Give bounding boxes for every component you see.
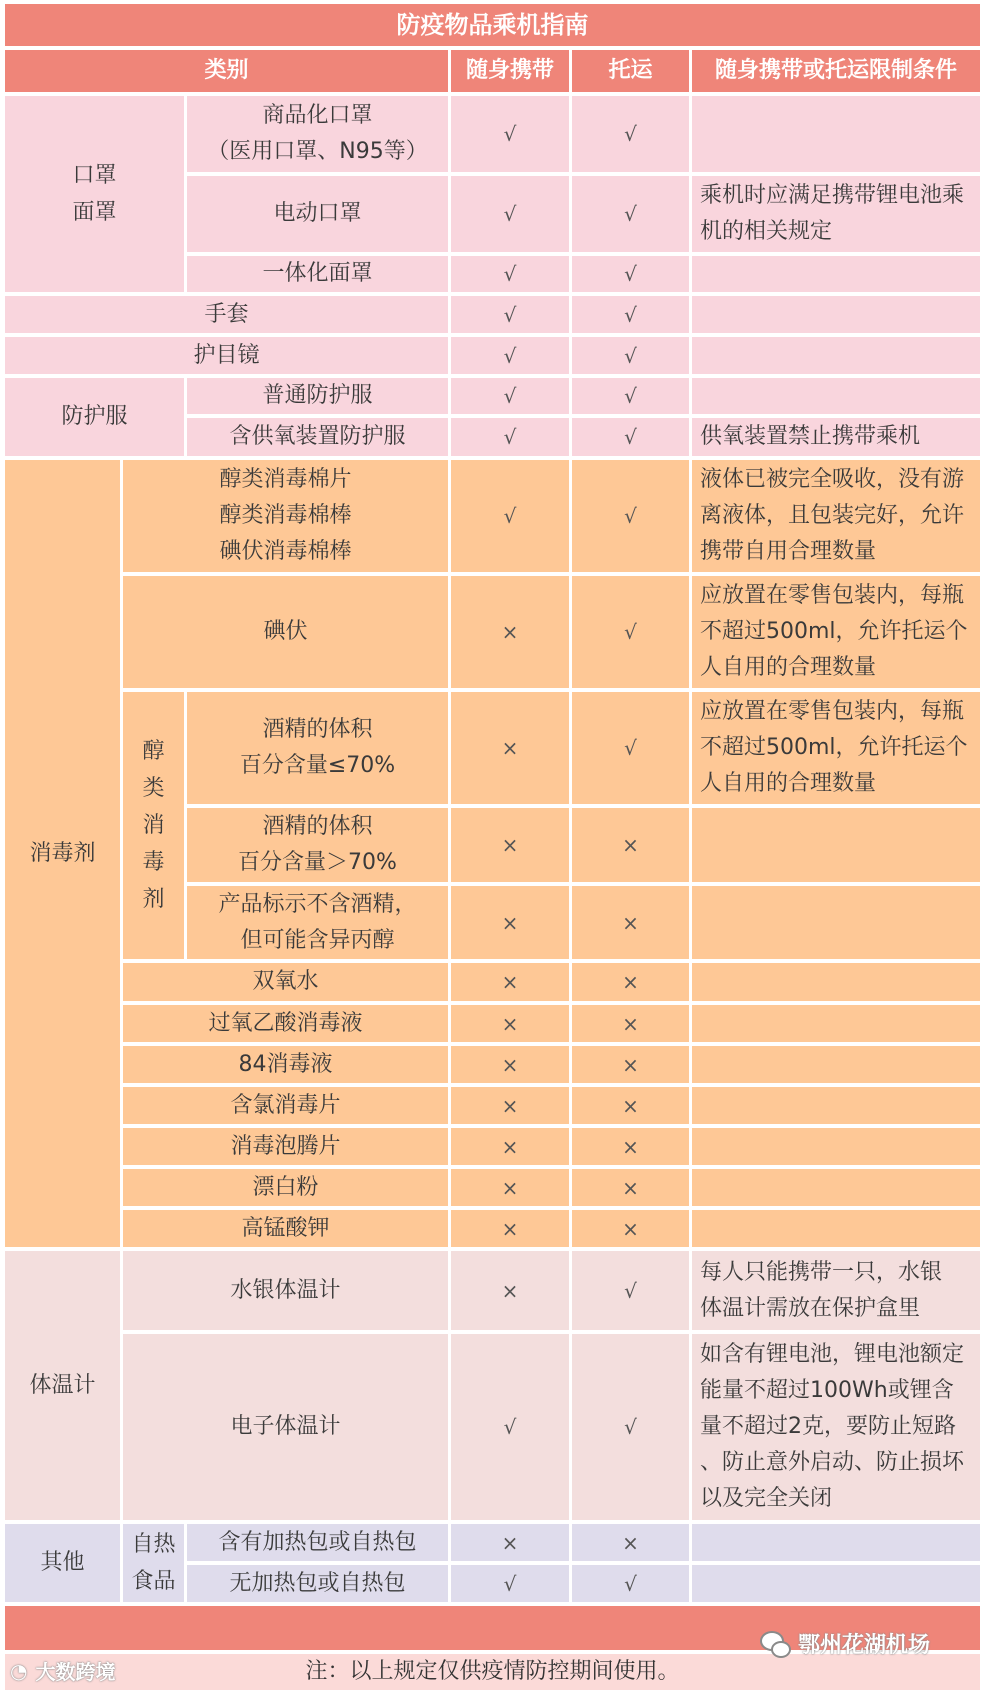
watermark-right-text: 鄂州花湖机场	[798, 1633, 931, 1658]
condition-text	[692, 808, 980, 882]
condition-text	[692, 1210, 980, 1247]
item-name: 护目镜	[5, 337, 448, 374]
item-name: 手套	[5, 296, 448, 333]
checked-mark: √	[572, 460, 689, 572]
carry-on-mark: √	[451, 337, 569, 374]
item-name: 消毒泡腾片	[123, 1128, 448, 1165]
checked-mark: √	[572, 176, 689, 252]
header-conditions: 随身携带或托运限制条件	[692, 50, 980, 92]
checked-mark: √	[572, 378, 689, 414]
checked-mark: √	[572, 256, 689, 292]
carry-on-mark: √	[451, 378, 569, 414]
carry-on-mark: ×	[451, 1210, 569, 1247]
carry-on-mark: ×	[451, 1087, 569, 1124]
item-name: 电子体温计	[123, 1334, 448, 1520]
checked-mark: ×	[572, 963, 689, 1001]
group-disinfectant: 消毒剂	[5, 460, 120, 1247]
item-name: 含氯消毒片	[123, 1087, 448, 1124]
checked-mark: ×	[572, 1087, 689, 1124]
group-suit: 防护服	[5, 378, 184, 456]
carry-on-mark: √	[451, 256, 569, 292]
watermark-left	[10, 1656, 115, 1685]
checked-mark: ×	[572, 1524, 689, 1561]
condition-text	[692, 378, 980, 414]
brand-logo-icon: ◔	[10, 1658, 28, 1683]
page-title: 防疫物品乘机指南	[396, 11, 589, 39]
item-name: 一体化面罩	[187, 256, 448, 292]
item-name: 84消毒液	[123, 1046, 448, 1083]
carry-on-mark: √	[451, 1334, 569, 1520]
item-name: 电动口罩	[187, 176, 448, 252]
group-thermometer: 体温计	[5, 1251, 120, 1520]
carry-on-mark: ×	[451, 1251, 569, 1330]
header-carry-on: 随身携带	[451, 50, 569, 92]
condition-text	[692, 1524, 980, 1561]
header-category: 类别	[5, 50, 448, 92]
checked-mark: √	[572, 576, 689, 688]
checked-mark: √	[572, 296, 689, 333]
item-name: 醇类消毒棉片 醇类消毒棉棒 碘伏消毒棉棒	[123, 460, 448, 572]
carry-on-mark: ×	[451, 808, 569, 882]
item-name: 水银体温计	[123, 1251, 448, 1330]
condition-text	[692, 337, 980, 374]
item-name: 含供氧装置防护服	[187, 418, 448, 456]
carry-on-mark: √	[451, 296, 569, 333]
checked-mark: ×	[572, 1046, 689, 1083]
item-name: 含有加热包或自热包	[187, 1524, 448, 1561]
condition-text: 如含有锂电池，锂电池额定 能量不超过100Wh或锂含 量不超过2克，要防止短路 、防止意外启动、防止损坏 以及完全关闭	[692, 1334, 980, 1520]
condition-text	[692, 963, 980, 1001]
condition-text: 每人只能携带一只，水银 体温计需放在保护盒里	[692, 1251, 980, 1330]
condition-text	[692, 96, 980, 172]
condition-text	[692, 256, 980, 292]
checked-mark: √	[572, 692, 689, 804]
checked-mark: √	[572, 96, 689, 172]
carry-on-mark: ×	[451, 1005, 569, 1042]
group-mask: 口罩 面罩	[5, 96, 184, 292]
item-name: 商品化口罩 （医用口罩、N95等）	[187, 96, 448, 172]
checked-mark: ×	[572, 808, 689, 882]
watermark-right	[760, 1628, 930, 1659]
condition-text: 应放置在零售包装内，每瓶 不超过500ml，允许托运个 人自用的合理数量	[692, 576, 980, 688]
carry-on-mark: ×	[451, 1128, 569, 1165]
carry-on-mark: ×	[451, 1524, 569, 1561]
item-name: 酒精的体积 百分含量≤70%	[187, 692, 448, 804]
group-other: 其他	[5, 1524, 120, 1602]
watermark-left-text: 大数跨境	[35, 1660, 116, 1684]
condition-text	[692, 1005, 980, 1042]
item-name: 酒精的体积 百分含量＞70%	[187, 808, 448, 882]
item-name: 普通防护服	[187, 378, 448, 414]
header-checked: 托运	[572, 50, 689, 92]
group-alcohol: 醇 类 消 毒 剂	[123, 692, 184, 959]
carry-on-mark: ×	[451, 692, 569, 804]
condition-text	[692, 1169, 980, 1206]
carry-on-mark: √	[451, 96, 569, 172]
item-name: 漂白粉	[123, 1169, 448, 1206]
checked-mark: √	[572, 418, 689, 456]
checked-mark: ×	[572, 1128, 689, 1165]
condition-text: 液体已被完全吸收，没有游 离液体，且包装完好，允许 携带自用合理数量	[692, 460, 980, 572]
footer-note: 注：以上规定仅供疫情防控期间使用。	[305, 1659, 680, 1684]
condition-text	[692, 1046, 980, 1083]
checked-mark: ×	[572, 1005, 689, 1042]
checked-mark: √	[572, 1565, 689, 1602]
condition-text	[692, 1087, 980, 1124]
checked-mark: √	[572, 1251, 689, 1330]
item-name: 高锰酸钾	[123, 1210, 448, 1247]
carry-on-mark: √	[451, 1565, 569, 1602]
condition-text	[692, 1565, 980, 1602]
checked-mark: ×	[572, 886, 689, 959]
carry-on-mark: ×	[451, 1046, 569, 1083]
carry-on-mark: √	[451, 460, 569, 572]
group-self-heating: 自热 食品	[123, 1524, 184, 1602]
condition-text	[692, 886, 980, 959]
checked-mark: ×	[572, 1210, 689, 1247]
carry-on-mark: √	[451, 176, 569, 252]
carry-on-mark: ×	[451, 963, 569, 1001]
item-name: 无加热包或自热包	[187, 1565, 448, 1602]
condition-text: 乘机时应满足携带锂电池乘 机的相关规定	[692, 176, 980, 252]
carry-on-mark: ×	[451, 886, 569, 959]
item-name: 过氧乙酸消毒液	[123, 1005, 448, 1042]
checked-mark: √	[572, 337, 689, 374]
item-name: 双氧水	[123, 963, 448, 1001]
condition-text	[692, 1128, 980, 1165]
item-name: 产品标示不含酒精， 但可能含异丙醇	[187, 886, 448, 959]
wechat-icon	[760, 1631, 790, 1657]
item-name: 碘伏	[123, 576, 448, 688]
checked-mark: ×	[572, 1169, 689, 1206]
condition-text: 应放置在零售包装内，每瓶 不超过500ml，允许托运个 人自用的合理数量	[692, 692, 980, 804]
carry-on-mark: ×	[451, 576, 569, 688]
condition-text: 供氧装置禁止携带乘机	[692, 418, 980, 456]
condition-text	[692, 296, 980, 333]
checked-mark: √	[572, 1334, 689, 1520]
carry-on-mark: ×	[451, 1169, 569, 1206]
carry-on-mark: √	[451, 418, 569, 456]
